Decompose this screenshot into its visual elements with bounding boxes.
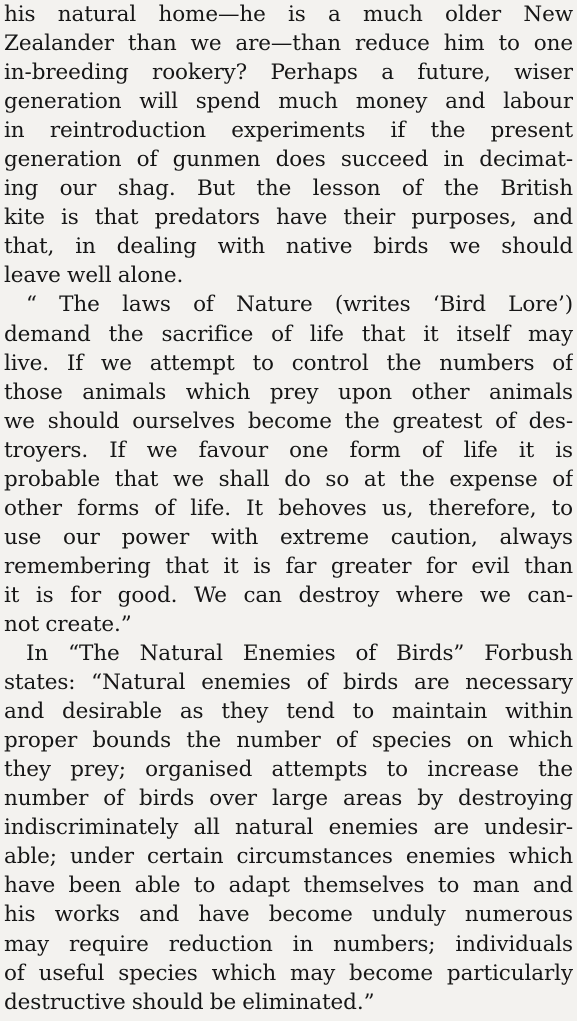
text-line: Zealander than we are—than reduce him to one: [4, 31, 573, 57]
text-line: remembering that it is far greater for evil than: [4, 553, 573, 579]
text-line: indiscriminately all natural enemies are undesir-: [4, 815, 573, 841]
text-line: other forms of life. It behoves us, therefore, to: [4, 495, 573, 521]
text-line: not create.”: [4, 611, 132, 637]
text-line: destructive should be eliminated.”: [4, 989, 375, 1015]
text-line: “ The laws of Nature (writes ‘Bird Lore’): [26, 292, 573, 318]
text-line: live. If we attempt to control the numbers of: [4, 350, 573, 376]
paragraph: [4, 0, 573, 290]
text-line: generation of gunmen does succeed in decimat-: [4, 147, 573, 173]
text-line: In “The Natural Enemies of Birds” Forbush: [26, 641, 573, 667]
text-line: states: “Natural enemies of birds are necessary: [4, 670, 573, 696]
text-line: probable that we shall do so at the expense of: [4, 466, 573, 492]
paragraph: [4, 639, 573, 1017]
text-line: demand the sacrifice of life that it itself may: [4, 321, 573, 347]
text-line: that, in dealing with native birds we should: [4, 234, 573, 260]
text-line: in-breeding rookery? Perhaps a future, wiser: [4, 60, 573, 86]
text-line: able; under certain circumstances enemies which: [4, 844, 573, 870]
text-line: his works and have become unduly numerous: [4, 902, 573, 928]
paragraph: [4, 290, 573, 639]
text-line: ing our shag. But the lesson of the British: [4, 176, 573, 202]
text-line: use our power with extreme caution, always: [4, 524, 573, 550]
text-line: in reintroduction experiments if the present: [4, 118, 573, 144]
text-line: those animals which prey upon other animals: [4, 379, 573, 405]
text-line: have been able to adapt themselves to man and: [4, 873, 573, 899]
body-text: [4, 0, 573, 1017]
text-line: they prey; organised attempts to increase the: [4, 757, 573, 783]
text-line: it is for good. We can destroy where we can-: [4, 582, 573, 608]
text-line: and desirable as they tend to maintain within: [4, 699, 573, 725]
text-line: may require reduction in numbers; individuals: [4, 931, 573, 957]
text-line: his natural home—he is a much older New: [4, 2, 573, 27]
text-line: troyers. If we favour one form of life it is: [4, 437, 573, 463]
text-line: of useful species which may become particularly: [4, 960, 573, 986]
text-line: number of birds over large areas by destroying: [4, 786, 573, 812]
text-line: kite is that predators have their purposes, and: [4, 205, 573, 231]
text-line: we should ourselves become the greatest of des-: [4, 408, 573, 434]
text-line: generation will spend much money and labour: [4, 89, 573, 115]
text-line: proper bounds the number of species on which: [4, 728, 573, 754]
text-line: leave well alone.: [4, 263, 184, 289]
